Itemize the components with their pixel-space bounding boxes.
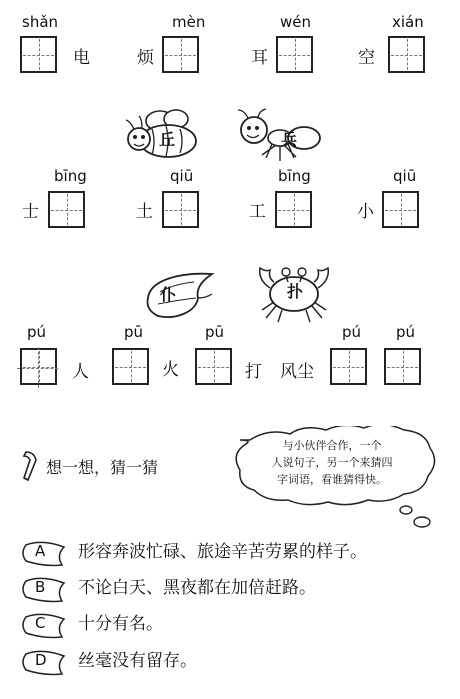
given-char: 土 <box>136 202 153 222</box>
ant-illustration <box>236 108 324 166</box>
pinyin-label: wén <box>280 13 312 31</box>
writing-box[interactable] <box>276 36 313 73</box>
pinyin-label: qiū <box>393 167 417 185</box>
writing-box[interactable] <box>162 191 199 228</box>
given-char: 烦 <box>137 48 154 68</box>
ant-char: 兵 <box>281 130 298 149</box>
crab-char: 扑 <box>287 282 304 301</box>
writing-box[interactable] <box>330 348 367 385</box>
writing-box[interactable] <box>20 36 57 73</box>
given-char: 空 <box>358 48 375 68</box>
pinyin-label: bīng <box>54 167 87 185</box>
given-char: 工 <box>249 202 266 222</box>
pinyin-label: xián <box>392 13 424 31</box>
writing-box[interactable] <box>16 346 59 389</box>
pinyin-label: pú <box>27 323 47 341</box>
shell-char: 仆 <box>160 285 177 304</box>
option-letter: A <box>35 542 46 560</box>
pinyin-label: pū <box>205 323 225 341</box>
pencil-icon <box>18 450 42 482</box>
pinyin-label: qiū <box>170 167 194 185</box>
pinyin-label: pú <box>396 323 416 341</box>
activity-title: 想一想，猜一猜 <box>46 458 159 477</box>
option-text: 不论白天、黑夜都在加倍赶路。 <box>78 578 316 598</box>
given-char: 人 <box>72 362 89 382</box>
given-char: 打 <box>245 362 262 382</box>
given-char: 士 <box>22 202 39 222</box>
pinyin-label: shǎn <box>22 13 59 31</box>
pinyin-label: pū <box>124 323 144 341</box>
writing-box[interactable] <box>48 191 85 228</box>
pinyin-label: mèn <box>172 13 206 31</box>
given-char: 电 <box>73 48 90 68</box>
bee-char: 丘 <box>159 130 176 149</box>
writing-box[interactable] <box>384 348 421 385</box>
conch-shell-illustration <box>140 268 220 324</box>
writing-box[interactable] <box>275 191 312 228</box>
writing-box[interactable] <box>112 348 149 385</box>
given-char: 耳 <box>251 48 268 68</box>
option-letter: D <box>35 651 47 669</box>
given-char: 风尘 <box>280 362 314 382</box>
writing-box[interactable] <box>388 36 425 73</box>
pinyin-label: bīng <box>278 167 311 185</box>
option-letter: B <box>35 578 46 596</box>
given-char: 火 <box>162 360 179 380</box>
given-char: 小 <box>357 202 374 222</box>
option-text: 形容奔波忙碌、旅途辛苦劳累的样子。 <box>78 542 367 562</box>
pinyin-label: pú <box>342 323 362 341</box>
writing-box[interactable] <box>195 348 232 385</box>
option-letter: C <box>35 614 46 632</box>
option-text: 十分有名。 <box>78 614 163 634</box>
bubble-text: 与小伙伴合作，一个 人说句子，另一个来猜四 字词语，看谁猜得快。 <box>271 439 393 486</box>
writing-box[interactable] <box>382 191 419 228</box>
option-text: 丝毫没有留存。 <box>78 651 197 671</box>
writing-box[interactable] <box>162 36 199 73</box>
